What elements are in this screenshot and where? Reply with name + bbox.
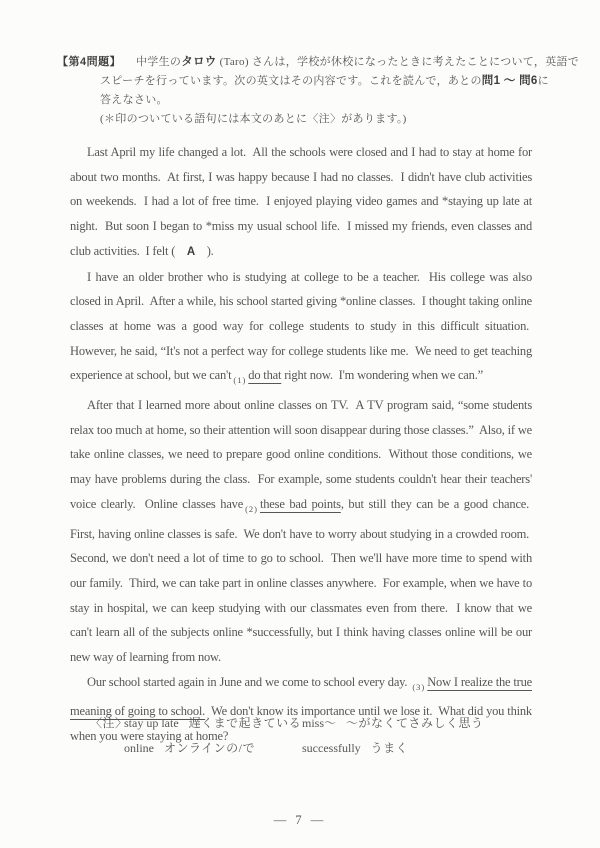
- paragraph-4-text: Our school started again in June and we come to school every day.: [87, 674, 411, 689]
- problem-number-label: 【第4問題】: [57, 56, 122, 68]
- vocabulary-notes: [90, 711, 560, 761]
- underline-marker-1: (1): [233, 375, 247, 386]
- paragraph-3: [70, 393, 532, 670]
- note-gloss: 遅くまで起きている: [188, 716, 302, 730]
- note-entry-stay-up-late: [124, 711, 302, 736]
- intro-text: 答えなさい。: [100, 94, 168, 106]
- problem-instructions: [100, 53, 580, 129]
- paragraph-4-text: We don't know its importance until we lose it. What did you think when you were staying at home?: [70, 704, 532, 744]
- note-gloss: ～がなくてさみしく思う: [346, 716, 484, 730]
- underlined-phrase-1: do that: [248, 368, 282, 383]
- paragraph-2: [70, 265, 532, 394]
- instruction-line-3: [100, 91, 560, 110]
- underline-marker-2: (2): [245, 503, 258, 514]
- note-term: miss～: [302, 716, 337, 730]
- intro-text: 中学生の: [136, 56, 182, 68]
- paragraph-1-text: ).: [195, 243, 214, 258]
- paragraph-2-text: I have an older brother who is studying at college to be a teacher. His college was also closed in April. After a while, his school started giving *online classes. I thought taking online classes at home was a good way for college students to study in this difficult situation. However, he said, “It's not a perfect way for college students like me. We need to get teaching experience at school, but we can't: [70, 269, 532, 383]
- underlined-phrase-2: these bad points: [259, 496, 341, 511]
- intro-text: (Taro) さんは，学校が休校になったときに考えたことについて，英語で: [216, 56, 580, 68]
- underline-marker-3: (3): [412, 681, 426, 692]
- note-gloss: オンラインの/で: [164, 741, 255, 755]
- instruction-line-2: [100, 72, 560, 91]
- speech-body: [70, 140, 532, 749]
- taro-name-bold: タロウ: [181, 56, 217, 68]
- paragraph-2-text: right now. I'm wondering when we can.”: [281, 368, 483, 383]
- note-reference-text: (＊印のついている語句には本文のあとに〈注〉があります。): [100, 113, 407, 125]
- note-gloss: うまく: [370, 741, 409, 755]
- note-entry-online: [124, 736, 302, 761]
- notes-marker: 〈注〉: [90, 716, 128, 730]
- note-term: online: [124, 741, 154, 755]
- note-term: successfully: [302, 741, 361, 755]
- note-row-1: [124, 711, 560, 736]
- instruction-line-1: [100, 53, 580, 72]
- underlined-phrase-3: Now I realize the true meaning of going to school.: [70, 674, 532, 719]
- notes-grid: [124, 711, 560, 761]
- note-term: stay up late: [124, 716, 179, 730]
- note-entry-miss: [302, 711, 484, 736]
- problem-header: [0, 53, 580, 129]
- note-row-2: [124, 736, 560, 761]
- page-number: — 7 —: [273, 813, 327, 827]
- blank-A: A: [186, 245, 195, 258]
- paragraph-1: [70, 140, 532, 265]
- instruction-line-4: [100, 110, 560, 129]
- intro-text: に: [537, 75, 549, 87]
- paragraph-1-text: Last April my life changed a lot. All the schools were closed and I had to stay at home for about two months. At first, I was happy because I had no classes. I didn't have club activities on weekends. I had a lot of free time. I enjoyed playing video games and *staying up late at night. But soon I began to *miss my usual school life. I missed my friends, even classes and club activities. I felt (: [70, 145, 532, 258]
- paragraph-3-text: After that I learned more about online classes on TV. A TV program said, “some students relax too much at home, so their attention will soon disappear during those classes.” Also, if we take online classes, we need to prepare good online conditions. Without those conditions, we may have problems during the class. For example, some students couldn't hear their teachers' voice clearly. Online classes have: [70, 398, 532, 511]
- intro-text: スピーチを行っています。次の英文はその内容です。これを読んで，あとの: [100, 75, 482, 87]
- note-entry-successfully: [302, 736, 408, 761]
- question-range-bold: 問1 ～ 問6: [481, 75, 538, 87]
- page-footer: [0, 813, 600, 828]
- paragraph-3-text: , but still they can be a good chance. First, having online classes is safe. We don't have to worry about studying in a crowded room. Second, we don't need a lot of time to go to school. Then we'll have more time to spend with our family. Third, we can take part in online classes anywhere. For example, when we have to stay in hospital, we can keep studying with our classmates even from there. I know that we can't learn all of the subjects online *successfully, but I think having classes online will be our new way of learning from now.: [70, 496, 532, 665]
